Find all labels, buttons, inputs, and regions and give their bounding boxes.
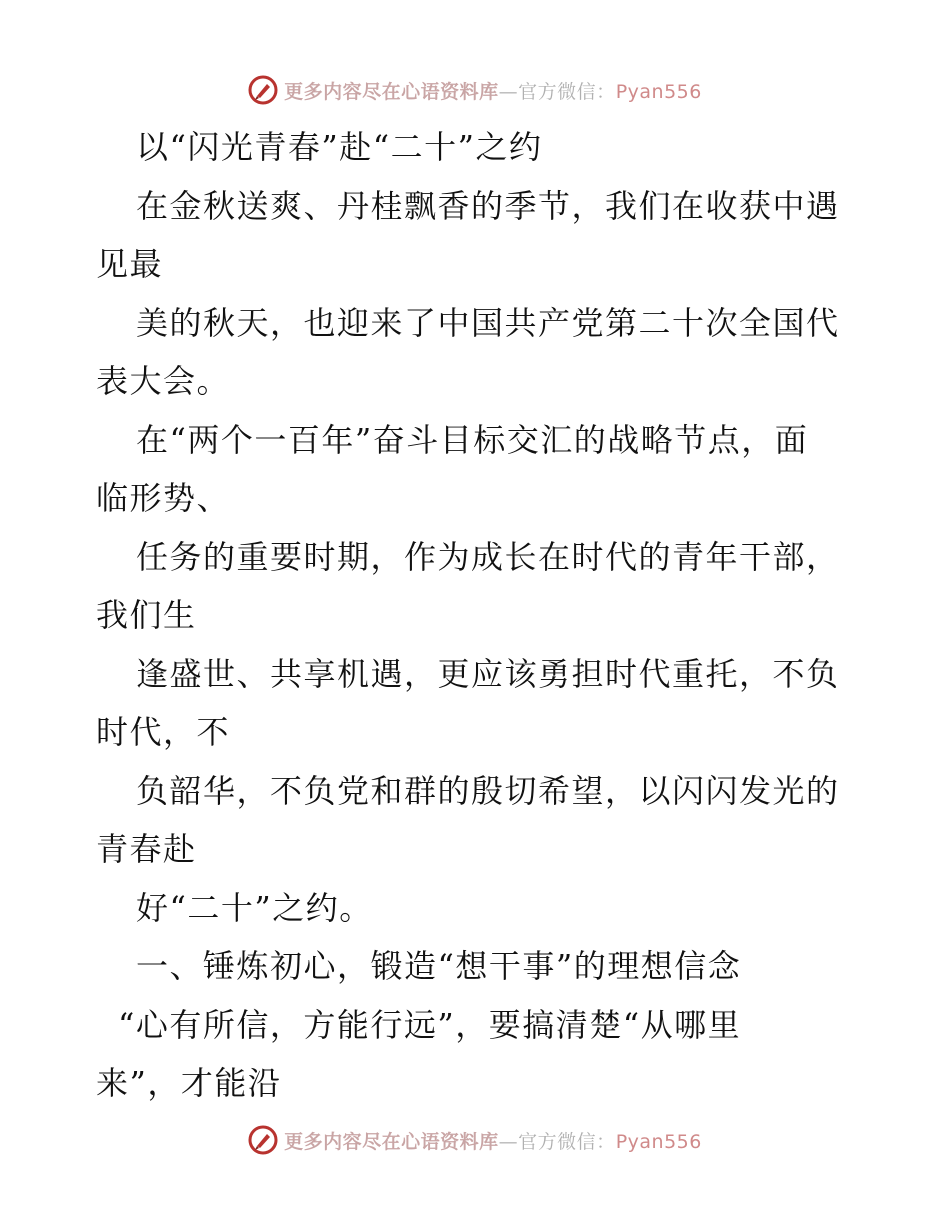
text-line: 时代，不: [96, 713, 231, 751]
document-title: 以“闪光青春”赴“二十”之约: [136, 128, 543, 166]
footer-text: [284, 1127, 702, 1154]
banner-dash: —: [498, 1130, 519, 1153]
pen-nib-logo-icon: [248, 1125, 278, 1155]
wechat-label: 官方微信：: [518, 80, 616, 103]
text-line: 见最: [96, 245, 164, 283]
text-line: 在“两个一百年”奋斗目标交汇的战略节点，面: [136, 420, 809, 459]
banner-dash: —: [498, 80, 519, 103]
site-name: 更多内容尽在心语资料库: [284, 80, 499, 103]
footer-banner: [0, 1122, 950, 1158]
section-heading: 一、锤炼初心，锻造“想干事”的理想信念: [136, 947, 742, 985]
wechat-id: Pyan556: [615, 1130, 702, 1153]
document-body: [96, 118, 856, 1113]
text-line: 表大会。: [96, 362, 231, 400]
text-line: 逢盛世、共享机遇，更应该勇担时代重托，不负: [136, 654, 840, 693]
header-text: [284, 77, 702, 104]
wechat-id: Pyan556: [615, 80, 702, 103]
text-line: 好“二十”之约。: [136, 888, 373, 927]
text-line: 青春赴: [96, 830, 197, 868]
header-banner: [0, 72, 950, 108]
text-line: 负韶华，不负党和群的殷切希望，以闪闪发光的: [136, 771, 840, 810]
pen-nib-logo-icon: [248, 75, 278, 105]
text-line: 临形势、: [96, 479, 231, 517]
text-line: 来”，才能沿: [96, 1064, 282, 1102]
text-line: 任务的重要时期，作为成长在时代的青年干部，: [136, 537, 840, 576]
text-line: 美的秋天，也迎来了中国共产党第二十次全国代: [136, 303, 840, 342]
text-line: 我们生: [96, 596, 197, 634]
site-name: 更多内容尽在心语资料库: [284, 1130, 499, 1153]
text-line: “心有所信，方能行远”，要搞清楚“从哪里: [118, 1005, 742, 1044]
text-line: 在金秋送爽、丹桂飘香的季节，我们在收获中遇: [136, 186, 840, 225]
wechat-label: 官方微信：: [518, 1130, 616, 1153]
